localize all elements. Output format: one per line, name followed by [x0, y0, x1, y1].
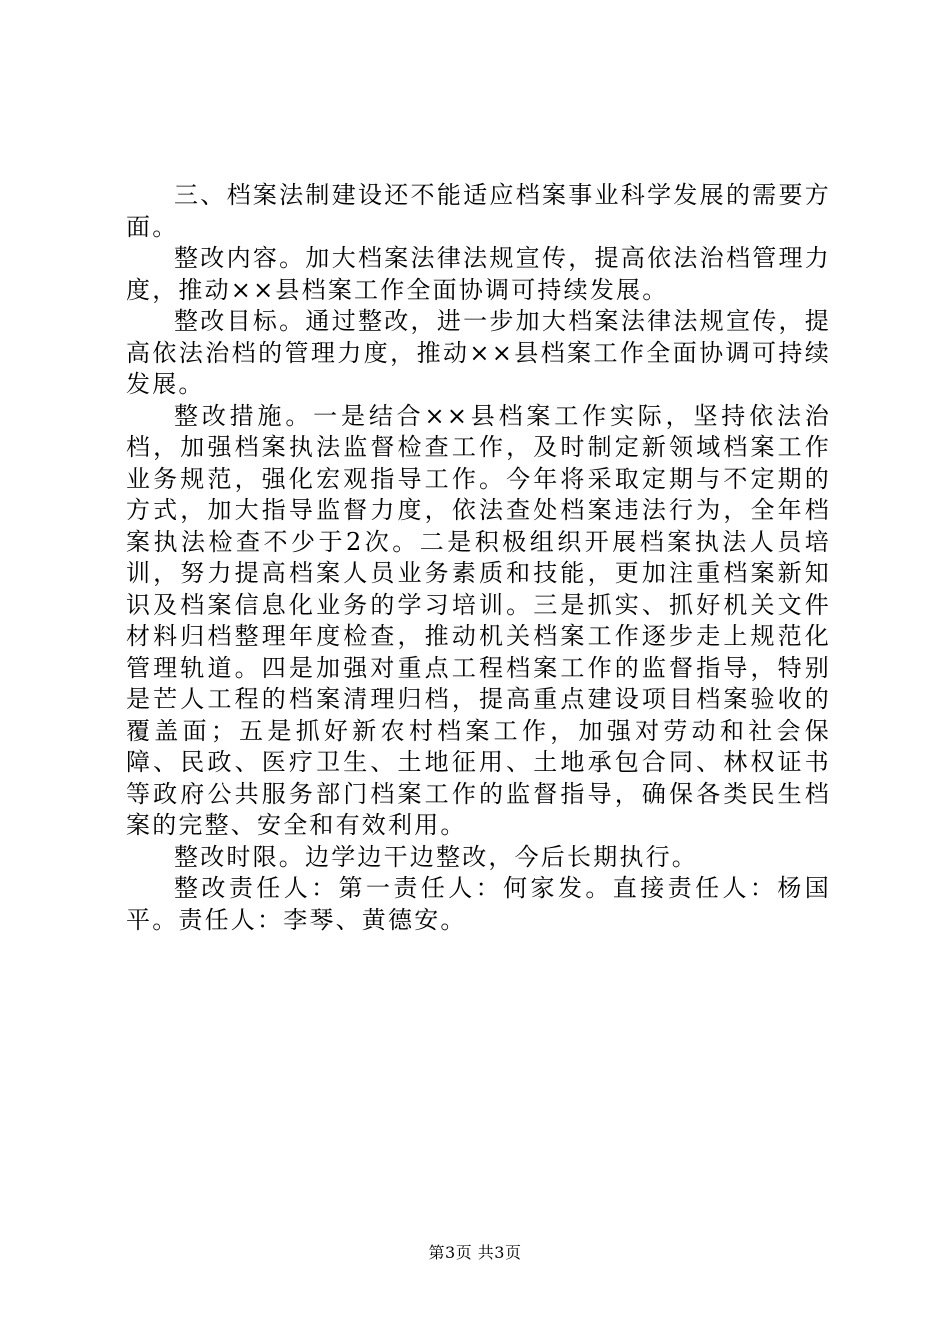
document-body	[126, 180, 831, 936]
paragraph-rectification-measures: 整改措施。一是结合××县档案工作实际，坚持依法治档，加强档案执法监督检查工作，及时制定新领域档案工作业务规范，强化宏观指导工作。今年将采取定期与不定期的方式，加大指导监督力度，依法查处档案违法行为，全年档案执法检查不少于2次。二是积极组织开展档案执法人员培训，努力提高档案人员业务素质和技能，更加注重档案新知识及档案信息化业务的学习培训。三是抓实、抓好机关文件材料归档整理年度检查，推动机关档案工作逐步走上规范化管理轨道。四是加强对重点工程档案工作的监督指导，特别是芒人工程的档案清理归档，提高重点建设项目档案验收的覆盖面；五是抓好新农村档案工作，加强对劳动和社会保障、民政、医疗卫生、土地征用、土地承包合同、林权证书等政府公共服务部门档案工作的监督指导，确保各类民生档案的完整、安全和有效利用。	[126, 401, 831, 839]
paragraph-rectification-goal: 整改目标。通过整改，进一步加大档案法律法规宣传，提高依法治档的管理力度，推动××县档案工作全面协调可持续发展。	[126, 307, 831, 398]
paragraph-rectification-content: 整改内容。加大档案法律法规宣传，提高依法治档管理力度，推动××县档案工作全面协调可持续发展。	[126, 244, 831, 304]
paragraph-rectification-deadline: 整改时限。边学边干边整改，今后长期执行。	[174, 842, 698, 871]
paragraph-responsible-persons: 整改责任人：第一责任人：何家发。直接责任人：杨国平。责任人：李琴、黄德安。	[126, 874, 831, 934]
paragraph-section-heading: 三、档案法制建设还不能适应档案事业科学发展的需要方面。	[126, 181, 831, 241]
page-number-footer: 第3页 共3页	[428, 1243, 522, 1262]
